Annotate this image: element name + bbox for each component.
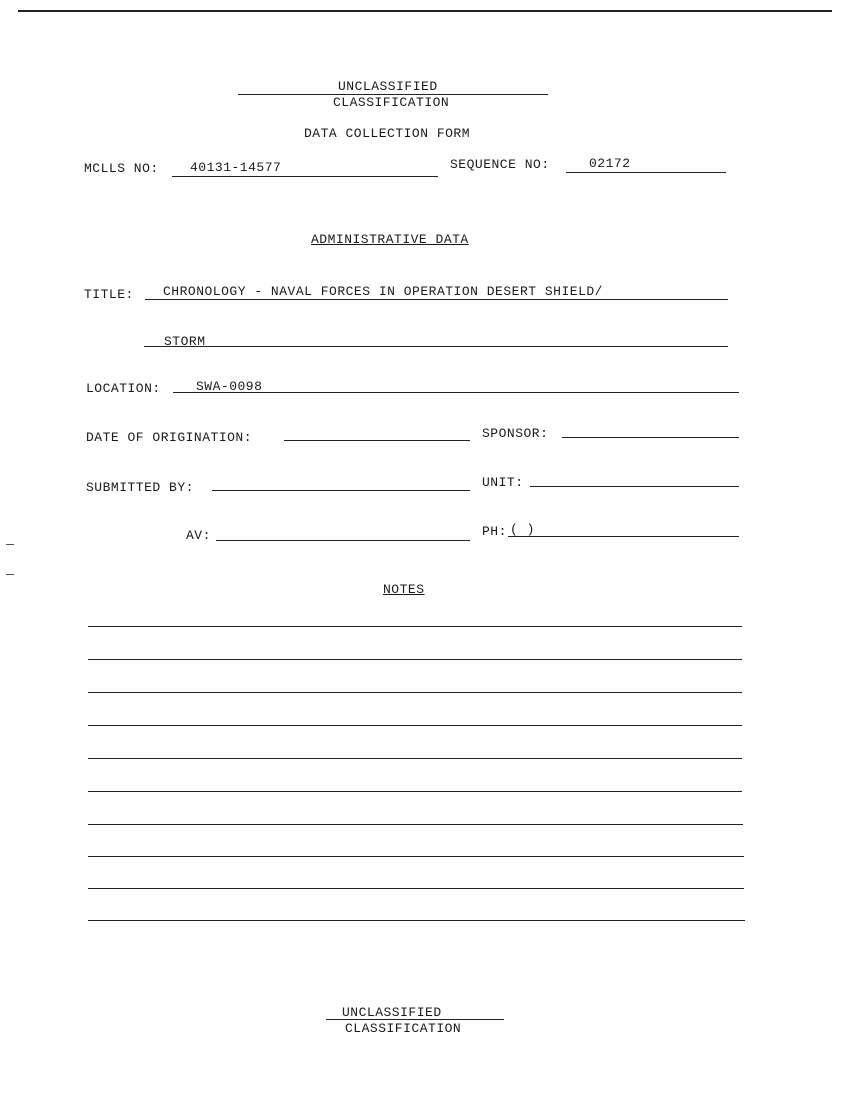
mclls-label: MCLLS NO: bbox=[84, 161, 159, 176]
av-label: AV: bbox=[186, 528, 211, 543]
location-label: LOCATION: bbox=[86, 381, 161, 396]
title-field-line-2 bbox=[144, 346, 728, 347]
title-field-line-1 bbox=[145, 299, 728, 300]
submitted-by-label: SUBMITTED BY: bbox=[86, 480, 194, 495]
av-field-line bbox=[216, 540, 470, 541]
title-field-line1[interactable]: CHRONOLOGY - NAVAL FORCES IN OPERATION DESERT SHIELD/ bbox=[163, 284, 603, 299]
sequence-field[interactable]: 02172 bbox=[589, 156, 631, 171]
margin-scan-mark bbox=[6, 544, 14, 545]
title-label: TITLE: bbox=[84, 287, 134, 302]
notes-heading: NOTES bbox=[383, 582, 425, 597]
notes-line-1[interactable] bbox=[88, 626, 742, 627]
ph-label: PH: bbox=[482, 524, 507, 539]
footer-classification-value: UNCLASSIFIED bbox=[342, 1005, 442, 1020]
notes-line-4[interactable] bbox=[88, 725, 742, 726]
header-classification-label: CLASSIFICATION bbox=[333, 95, 450, 110]
unit-field-line bbox=[530, 486, 739, 487]
notes-line-6[interactable] bbox=[88, 791, 742, 792]
notes-line-7[interactable] bbox=[88, 824, 743, 825]
date-of-origination-label: DATE OF ORIGINATION: bbox=[86, 430, 253, 445]
notes-line-3[interactable] bbox=[88, 692, 742, 693]
form-title: DATA COLLECTION FORM bbox=[304, 126, 471, 141]
margin-scan-mark bbox=[6, 574, 14, 575]
notes-line-5[interactable] bbox=[88, 758, 742, 759]
footer-classification-label: CLASSIFICATION bbox=[345, 1021, 462, 1036]
ph-field[interactable]: ( ) bbox=[510, 522, 535, 537]
date-of-origination-field-line bbox=[284, 440, 470, 441]
submitted-by-field-line bbox=[212, 490, 470, 491]
unit-label: UNIT: bbox=[482, 475, 524, 490]
mclls-field-line bbox=[172, 176, 438, 177]
mclls-field[interactable]: 40131-14577 bbox=[190, 160, 282, 175]
notes-line-8[interactable] bbox=[88, 856, 744, 857]
header-classification-value: UNCLASSIFIED bbox=[338, 79, 438, 94]
sequence-label: SEQUENCE NO: bbox=[450, 157, 550, 172]
notes-line-9[interactable] bbox=[88, 888, 744, 889]
notes-line-2[interactable] bbox=[88, 659, 742, 660]
title-field-line2[interactable]: STORM bbox=[164, 334, 206, 349]
notes-line-10[interactable] bbox=[88, 920, 745, 921]
sequence-field-line bbox=[566, 172, 726, 173]
sponsor-field-line bbox=[562, 437, 739, 438]
sponsor-label: SPONSOR: bbox=[482, 426, 549, 441]
top-border-rule bbox=[18, 10, 832, 12]
ph-field-line bbox=[508, 536, 739, 537]
administrative-data-heading: ADMINISTRATIVE DATA bbox=[311, 232, 469, 247]
location-field[interactable]: SWA-0098 bbox=[196, 379, 263, 394]
